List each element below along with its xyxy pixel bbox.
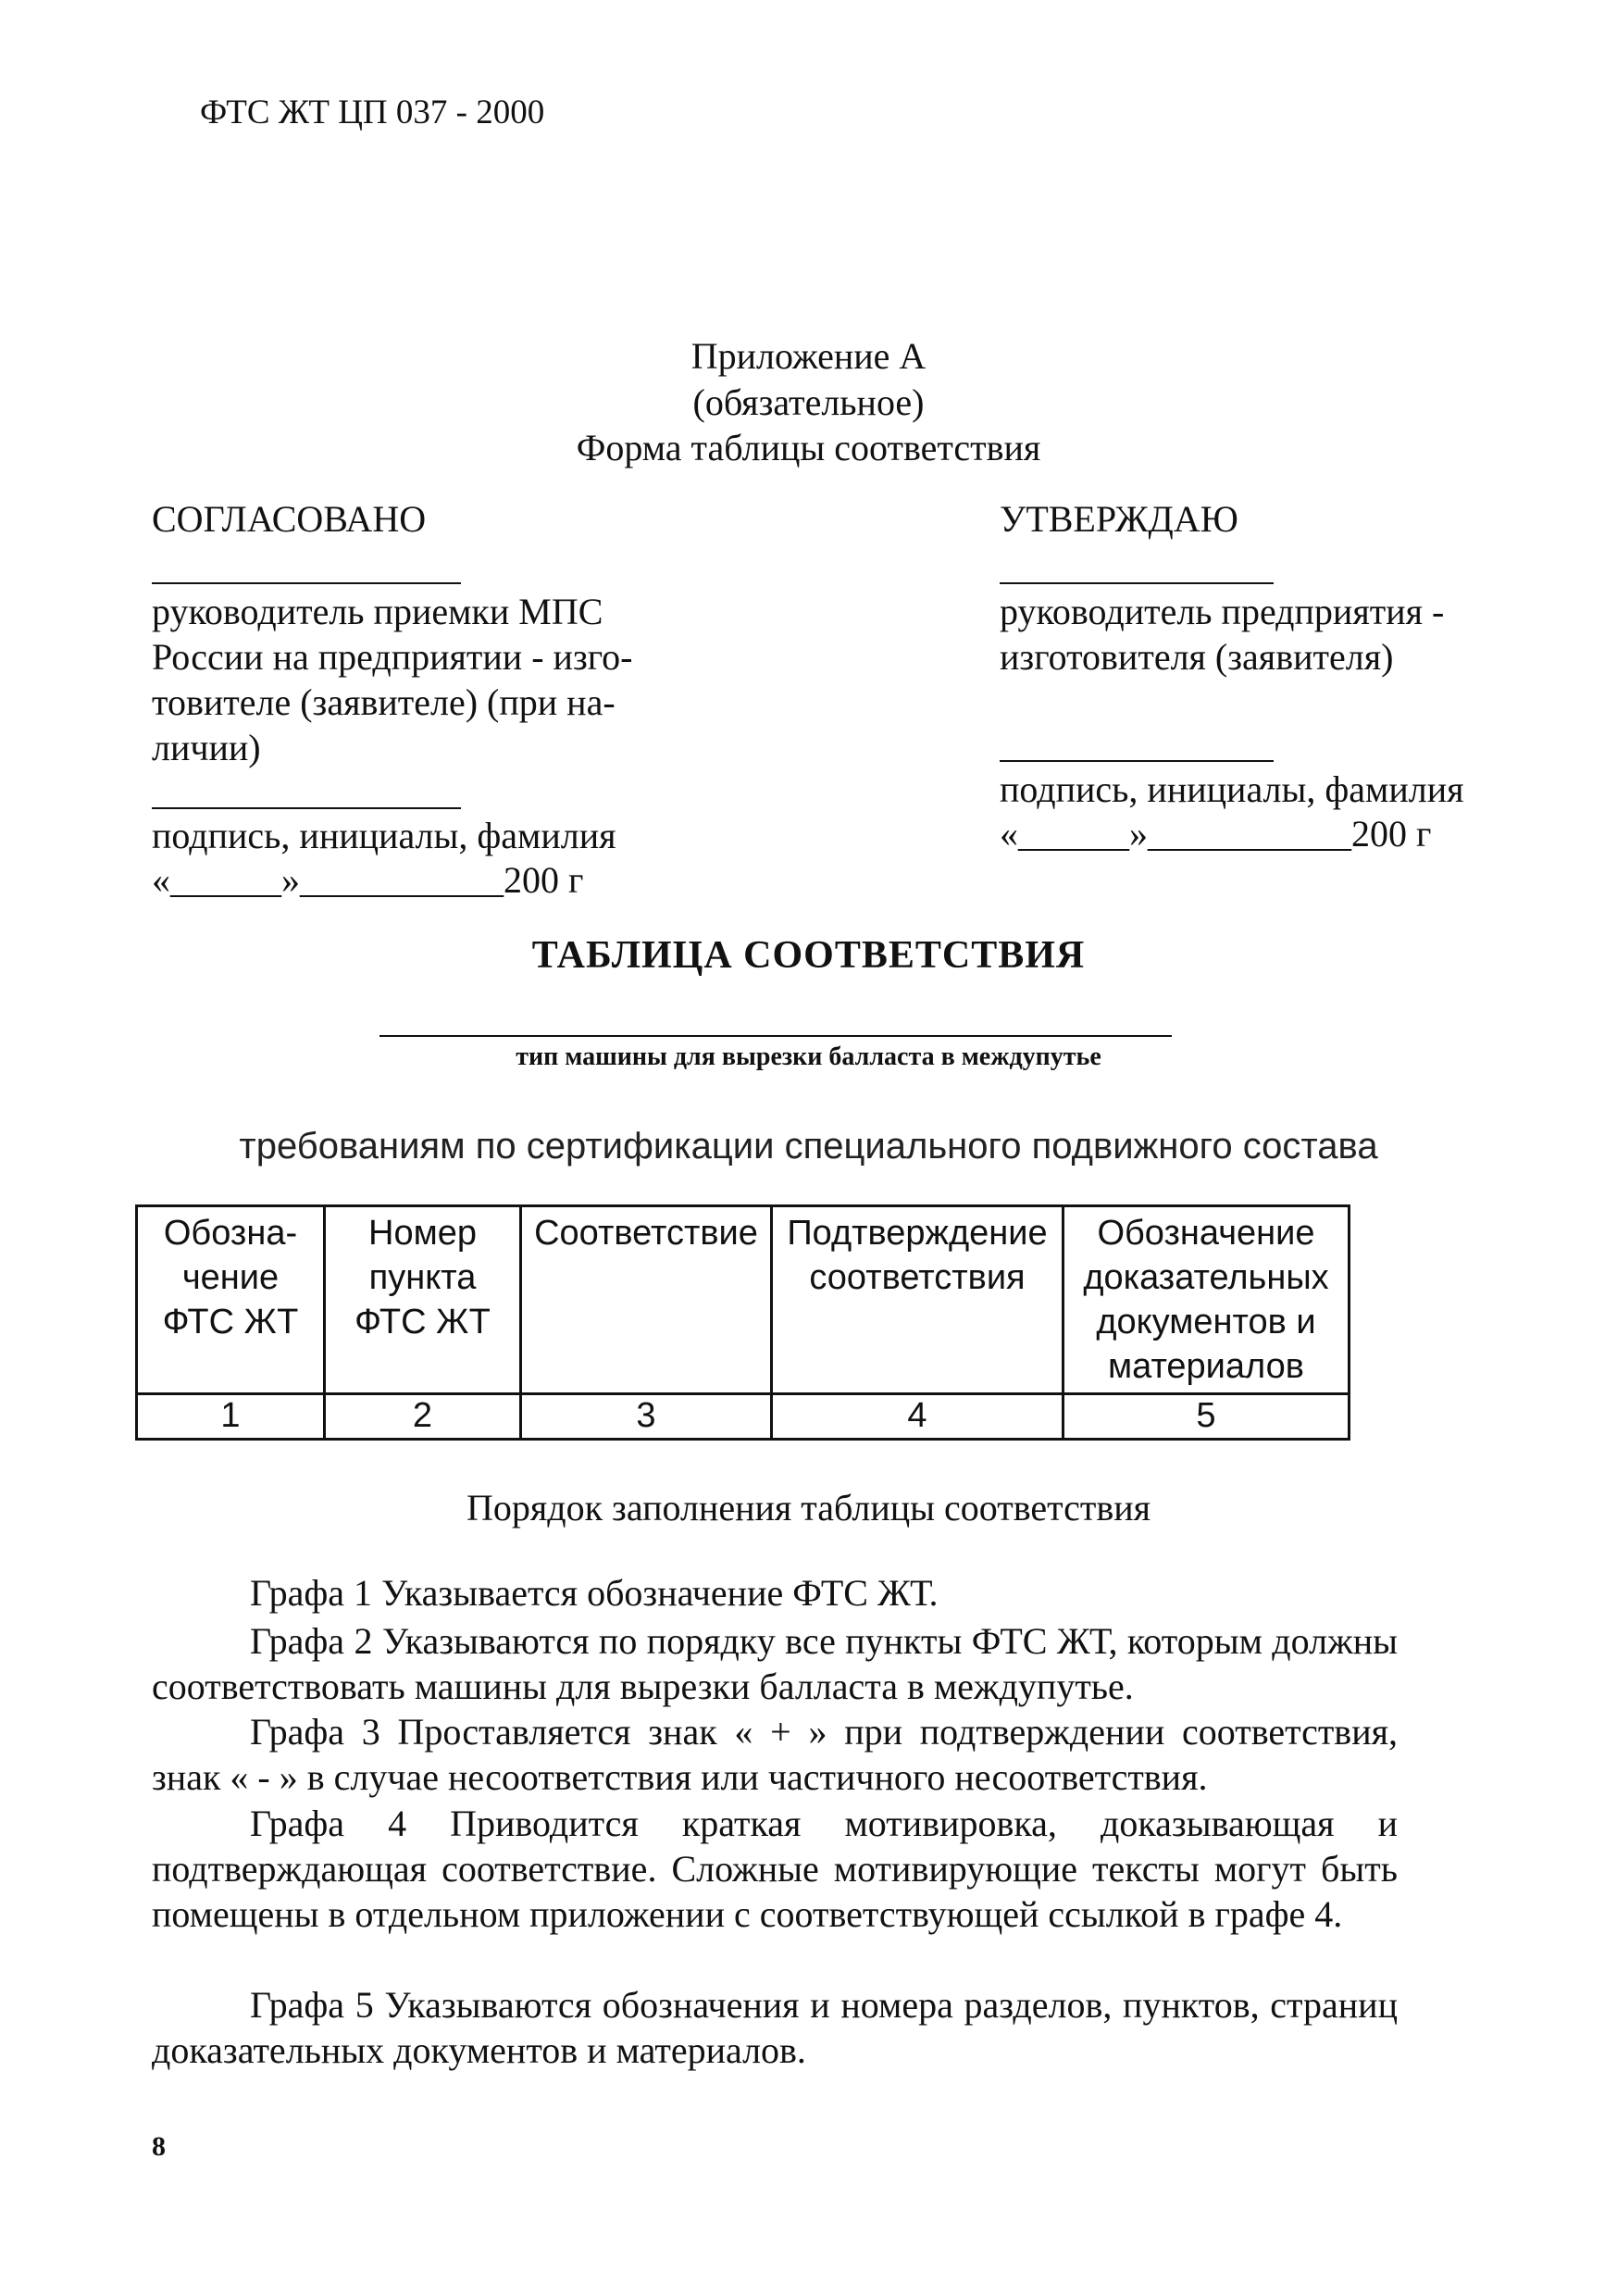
approval-left-signature-line-2 bbox=[152, 807, 461, 809]
procedure-paragraph: Графа 5 Указываются обозначения и номера разделов, пунктов, страниц доказательных документов и материалов. bbox=[152, 1984, 1398, 2071]
column-number: 2 bbox=[325, 1394, 521, 1440]
approval-right-signature-caption: подпись, инициалы, фамилия bbox=[1000, 768, 1464, 810]
column-number: 3 bbox=[521, 1394, 772, 1440]
procedure-title: Порядок заполнения таблицы соответствия bbox=[466, 1487, 1151, 1529]
procedure-paragraph: Графа 1 Указывается обозначение ФТС ЖТ. bbox=[250, 1572, 939, 1614]
approval-left-role-line: товителе (заявителе) (при на- bbox=[152, 681, 616, 723]
approval-left-signature-caption: подпись, инициалы, фамилия bbox=[152, 815, 616, 856]
approval-left-role bbox=[152, 589, 632, 770]
table-number-row bbox=[137, 1394, 1350, 1440]
requirements-line: требованиям по сертификации специального подвижного состава bbox=[239, 1126, 1378, 1167]
approval-left bbox=[152, 496, 426, 542]
table-header-row bbox=[137, 1206, 1350, 1394]
document-code: ФТС ЖТ ЦП 037 - 2000 bbox=[200, 94, 545, 131]
column-header: Номер пункта ФТС ЖТ bbox=[325, 1206, 521, 1394]
column-header: Соответствие bbox=[521, 1206, 772, 1394]
column-number: 5 bbox=[1063, 1394, 1350, 1440]
appendix-subtitle: Форма таблицы соответствия bbox=[576, 427, 1041, 468]
procedure-paragraph: Графа 4 Приводится краткая мотивировка, доказывающая и подтверждающая соответствие. Сложные мотивирующие тексты могут быть помещены в отдельном приложении с соответствующей ссылкой в графе 4. bbox=[152, 1803, 1398, 1935]
procedure-paragraph: Графа 3 Проставляется знак « + » при подтверждении соответствия, знак « - » в случае несоответствия или частичного несоответствия. bbox=[152, 1711, 1398, 1798]
column-header: Обозна- чение ФТС ЖТ bbox=[137, 1206, 325, 1394]
approval-right-date-line: «______»___________200 г bbox=[1000, 813, 1432, 855]
conformity-table bbox=[135, 1204, 1350, 1441]
machine-type-caption: тип машины для вырезки балласта в междупутье bbox=[516, 1042, 1101, 1071]
approval-right-heading: УТВЕРЖДАЮ bbox=[1000, 498, 1238, 540]
procedure-paragraph: Графа 2 Указываются по порядку все пункты ФТС ЖТ, которым должны соответствовать машины для вырезки балласта в междупутье. bbox=[152, 1620, 1398, 1707]
approval-right-signature-line-1 bbox=[1000, 582, 1274, 584]
approval-right-role-line: изготовителя (заявителя) bbox=[1000, 636, 1394, 678]
table-heading: ТАБЛИЦА СООТВЕТСТВИЯ bbox=[531, 934, 1086, 977]
approval-right-role bbox=[1000, 589, 1444, 680]
column-number: 1 bbox=[137, 1394, 325, 1440]
approval-right-role-line: руководитель предприятия - bbox=[1000, 591, 1445, 632]
column-number: 4 bbox=[772, 1394, 1063, 1440]
approval-right-signature-line-2 bbox=[1000, 760, 1274, 762]
approval-left-date-line: «______»___________200 г bbox=[152, 859, 584, 901]
column-header: Обозначение доказательных документов и материалов bbox=[1063, 1206, 1350, 1394]
approval-left-heading: СОГЛАСОВАНО bbox=[152, 498, 427, 540]
appendix-status: (обязательное) bbox=[692, 381, 925, 423]
approval-left-role-line: России на предприятии - изго- bbox=[152, 636, 633, 678]
approval-left-role-line: руководитель приемки МПС bbox=[152, 591, 603, 632]
approval-right bbox=[1000, 496, 1238, 542]
approval-left-signature-line-1 bbox=[152, 582, 461, 584]
machine-type-blank-line bbox=[379, 1035, 1172, 1037]
column-header: Подтверждение соответствия bbox=[772, 1206, 1063, 1394]
appendix-title: Приложение А bbox=[690, 335, 927, 377]
approval-left-role-line: личии) bbox=[152, 727, 261, 768]
page-number: 8 bbox=[152, 2131, 166, 2162]
